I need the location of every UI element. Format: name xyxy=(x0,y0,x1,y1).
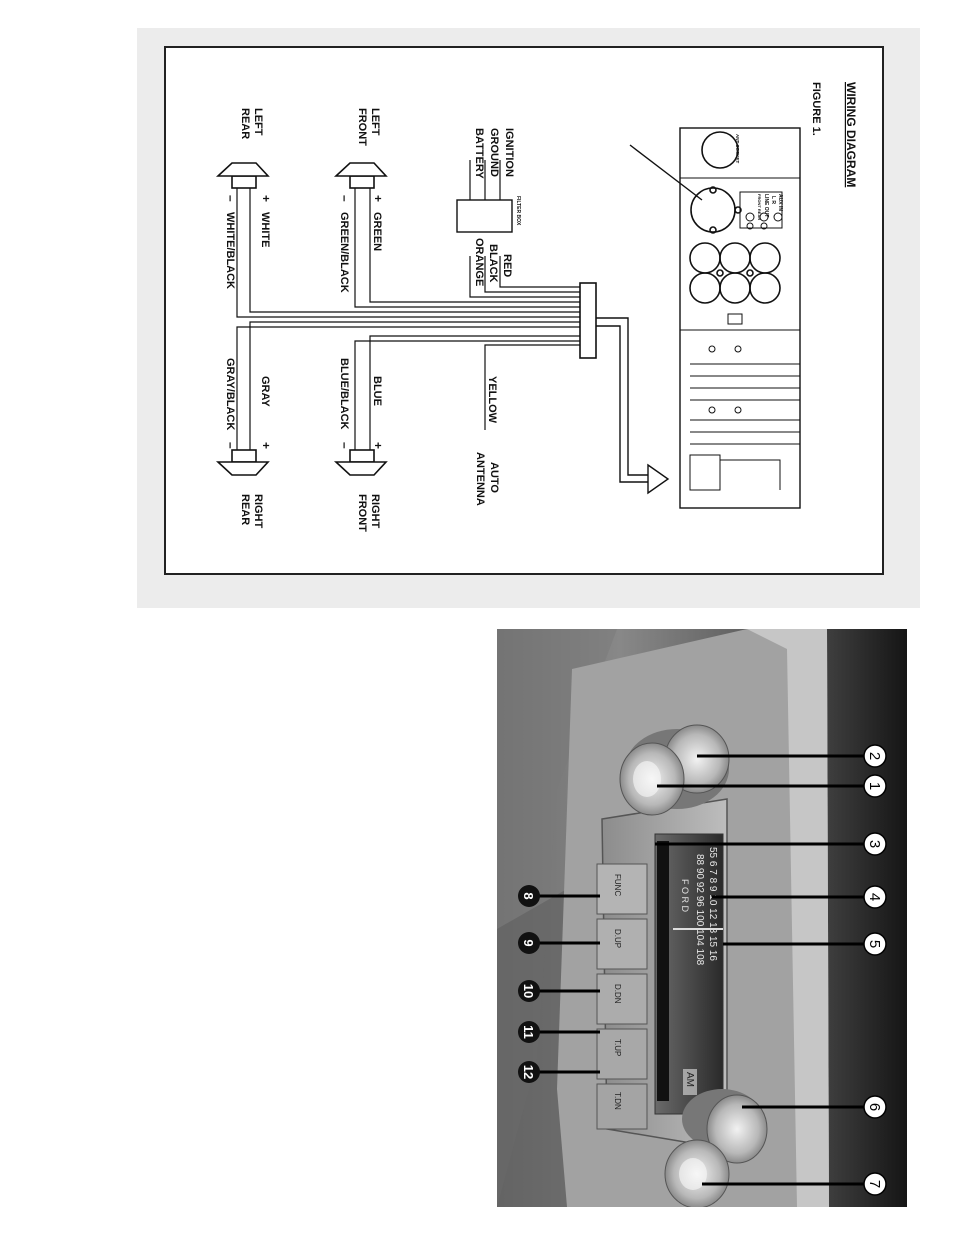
aux-lr-label: L R xyxy=(770,196,776,204)
t-up-button[interactable] xyxy=(597,1029,647,1079)
frequency-scale-am: 55 6 7 8 9 10 12 13 15 16 xyxy=(707,847,718,961)
callout-7 xyxy=(864,1173,886,1195)
right-rear-minus: – xyxy=(224,442,238,449)
right-rear-label-2: REAR xyxy=(239,494,251,526)
ignition-label: IGNITION xyxy=(503,128,515,177)
diagram-title: WIRING DIAGRAM xyxy=(844,82,858,188)
right-rear-label-1: RIGHT xyxy=(252,494,264,529)
left-rear-label-1: LEFT xyxy=(252,108,264,136)
connector-arrow xyxy=(648,465,668,493)
callout-12 xyxy=(518,1061,540,1083)
t-up-button-label: T.UP xyxy=(613,1039,622,1057)
d-up-button-label: D.UP xyxy=(613,929,622,949)
left-front-label-1: LEFT xyxy=(369,108,381,136)
callout-1 xyxy=(864,775,886,797)
svg-text:11: 11 xyxy=(521,1025,536,1039)
frequency-scale-fm: 88 90 92 96 100 104 108 xyxy=(694,854,705,966)
radio-front-illustration xyxy=(497,629,907,1207)
yellow-wire-label: YELLOW xyxy=(486,376,498,424)
left-front-minus: – xyxy=(338,195,352,202)
white-black-wire-label: WHITE/BLACK xyxy=(224,212,236,289)
left-rear-label-2: REAR xyxy=(239,108,251,140)
callout-6 xyxy=(864,1096,886,1118)
black-wire-label: BLACK xyxy=(487,244,499,283)
t-dn-button-label: T.DN xyxy=(613,1092,622,1110)
svg-text:3: 3 xyxy=(866,839,883,849)
callout-4 xyxy=(864,886,886,908)
band-indicator: AM xyxy=(684,1072,695,1087)
d-dn-button-label: D.DN xyxy=(613,984,622,1004)
white-wire-label: WHITE xyxy=(259,212,271,248)
svg-text:12: 12 xyxy=(521,1064,536,1080)
battery-label: BATTERY xyxy=(473,128,485,179)
d-up-button[interactable] xyxy=(597,919,647,969)
blue-black-wire-label: BLUE/BLACK xyxy=(338,358,350,430)
socket-pointer-line xyxy=(630,145,702,200)
svg-text:10: 10 xyxy=(521,983,536,999)
aux-in-label: AUX IN xyxy=(777,194,783,211)
func-button-label: FUNC xyxy=(613,874,622,897)
callout-9 xyxy=(518,932,540,954)
speaker-right-front xyxy=(336,450,386,475)
auto-antenna-label-2: ANTENNA xyxy=(474,452,486,506)
green-wire-label: GREEN xyxy=(371,212,383,252)
left-front-label-2: FRONT xyxy=(356,108,368,146)
filter-box-label: FILTER BOX xyxy=(515,196,521,226)
func-button[interactable] xyxy=(597,864,647,914)
left-rear-plus: + xyxy=(259,195,273,203)
right-front-label-2: FRONT xyxy=(356,494,368,532)
figure-label: FIGURE 1. xyxy=(810,82,822,136)
svg-text:7: 7 xyxy=(866,1179,883,1189)
auto-antenna-label-1: AUTO xyxy=(488,462,500,493)
blue-wire-label: BLUE xyxy=(371,376,383,406)
green-black-wire-label: GREEN/BLACK xyxy=(338,212,350,293)
left-front-plus: + xyxy=(371,195,385,203)
speaker-right-rear xyxy=(218,450,268,475)
callout-3 xyxy=(864,833,886,855)
left-rear-minus: – xyxy=(224,195,238,202)
gray-wire-label: GRAY xyxy=(259,376,271,407)
callout-5 xyxy=(864,933,886,955)
preset-buttons xyxy=(597,864,647,1129)
svg-text:5: 5 xyxy=(866,939,883,949)
speaker-left-rear xyxy=(218,163,268,188)
ant-socket-label: ANT SOCKET xyxy=(735,134,740,164)
filter-box xyxy=(457,200,512,232)
callout-10 xyxy=(518,980,540,1002)
callout-11 xyxy=(518,1021,540,1043)
right-front-minus: – xyxy=(338,442,352,449)
t-dn-button[interactable] xyxy=(597,1084,647,1129)
right-front-label-1: RIGHT xyxy=(369,494,381,529)
callout-8 xyxy=(518,885,540,907)
speaker-left-front xyxy=(336,163,386,188)
line-out-label: LINE OUT xyxy=(763,194,769,218)
gray-black-wire-label: GRAY/BLACK xyxy=(224,358,236,431)
svg-text:6: 6 xyxy=(866,1102,883,1112)
front-rear-label: FRONT REAR xyxy=(757,194,762,221)
svg-text:8: 8 xyxy=(521,892,536,900)
brand-label: F O R D xyxy=(680,879,690,912)
right-rear-plus: + xyxy=(259,442,273,450)
d-dn-button[interactable] xyxy=(597,974,647,1024)
ground-label: GROUND xyxy=(488,128,500,177)
svg-text:9: 9 xyxy=(521,939,536,947)
right-front-plus: + xyxy=(371,442,385,450)
svg-text:1: 1 xyxy=(866,781,883,791)
callout-2 xyxy=(864,745,886,767)
svg-text:4: 4 xyxy=(866,892,883,902)
svg-text:2: 2 xyxy=(866,751,883,761)
orange-wire-label: ORANGE xyxy=(473,238,485,287)
harness-connector xyxy=(580,283,596,358)
radio-chassis xyxy=(680,128,800,508)
red-wire-label: RED xyxy=(501,254,513,278)
